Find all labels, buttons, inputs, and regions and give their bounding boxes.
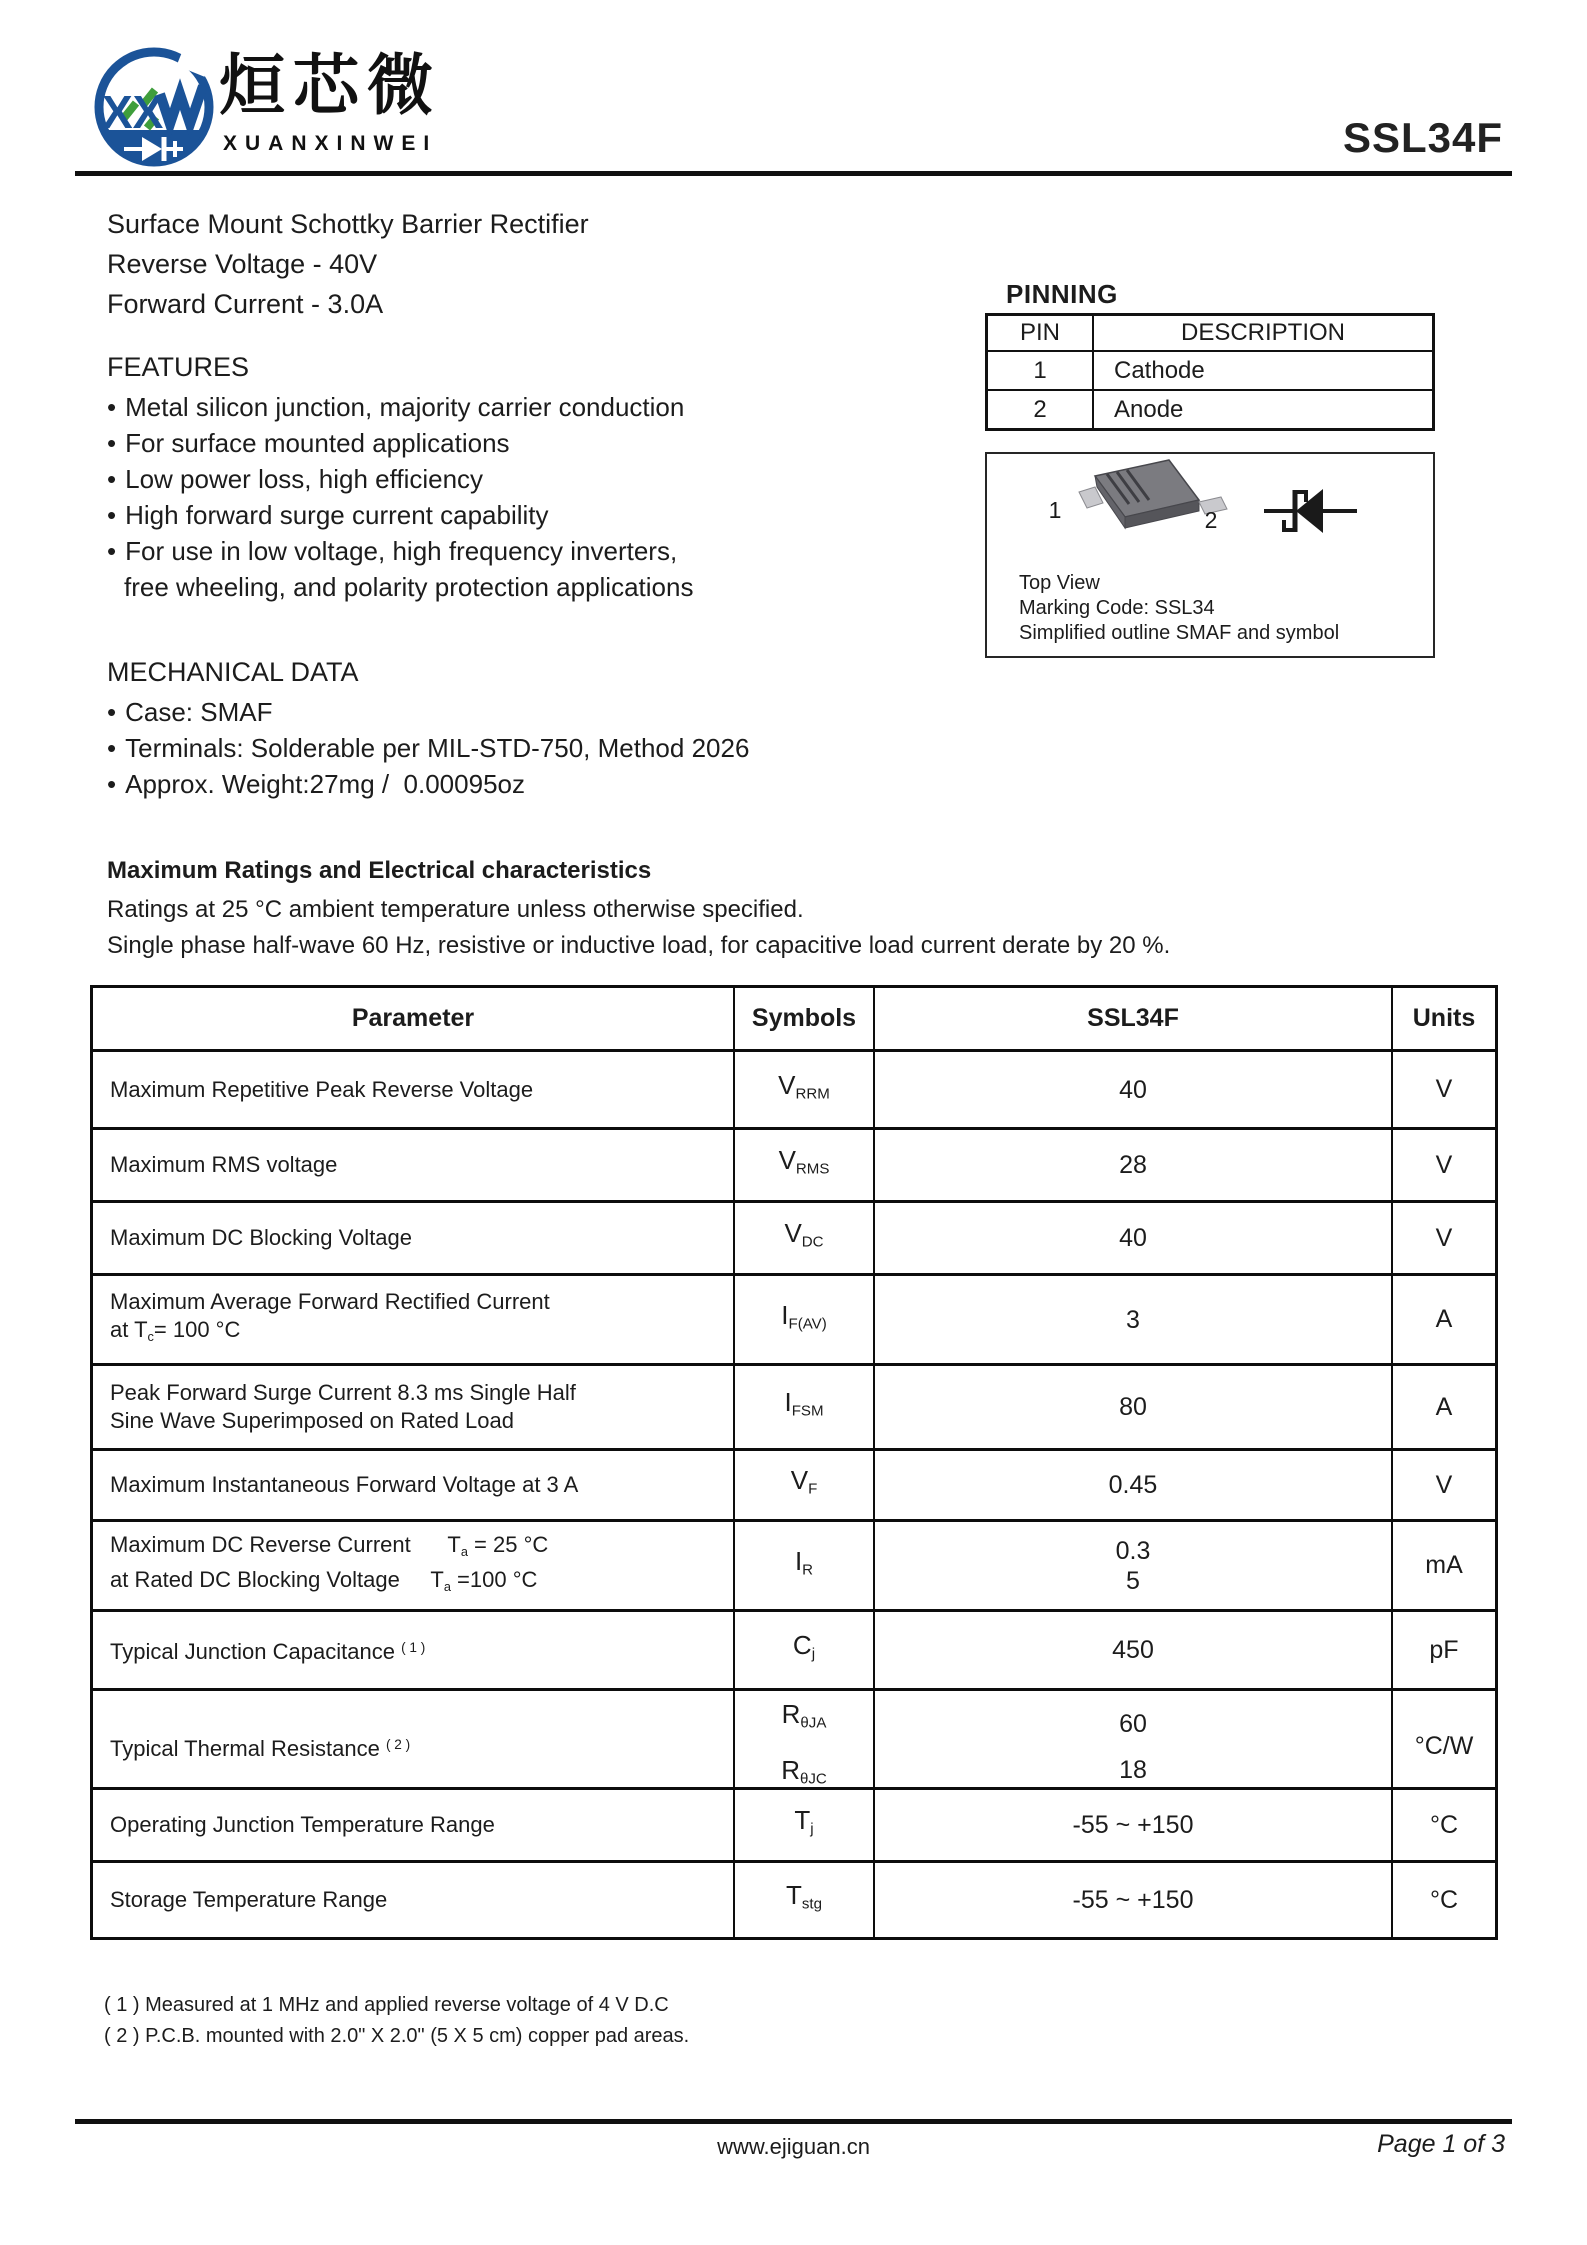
pinning-col-description: DESCRIPTION (1092, 316, 1432, 350)
symbol: $V_F$ (790, 1465, 818, 1498)
ratings-conditions (107, 892, 1170, 964)
feature-item: • Low power loss, high efficiency (107, 461, 693, 497)
value: -55 ~ +150 (1072, 1886, 1194, 1914)
ratings-table (90, 985, 1498, 1940)
pin-description: Anode (1092, 391, 1432, 428)
parameter-line: at Rated DC Blocking Voltage $T_a =100$ °C (110, 1566, 538, 1594)
value: 40 (1119, 1224, 1147, 1252)
unit-cell (1391, 1451, 1495, 1519)
unit-cell (1391, 1366, 1495, 1448)
symbol: $I_{FSM}$ (784, 1387, 824, 1420)
pin-number: 2 (1033, 395, 1047, 423)
value: 60 (1119, 1709, 1147, 1738)
value: 18 (1119, 1755, 1147, 1784)
features-list (107, 389, 693, 605)
ratings-table-row (93, 1366, 1495, 1451)
symbol: $R_{\theta JA}$ (781, 1699, 827, 1732)
footnote-line: ( 1 ) Measured at 1 MHz and applied reverse voltage of 4 V D.C (104, 1994, 669, 2016)
features-heading: FEATURES (107, 352, 250, 382)
value-cell (873, 1451, 1391, 1519)
value: 450 (1112, 1636, 1154, 1664)
unit-cell (1391, 1691, 1495, 1802)
footer-website: www.ejiguan.cn (717, 2134, 870, 2159)
ratings-table-row (93, 1276, 1495, 1366)
unit: V (1435, 1223, 1453, 1252)
ratings-table-header-unit: Units (1391, 988, 1495, 1049)
company-name-chinese: 烜芯微 (219, 48, 441, 122)
svg-text:XX: XX (102, 86, 164, 138)
symbol-cell (733, 1366, 873, 1448)
parameter-cell (93, 1366, 733, 1448)
unit-cell (1391, 1612, 1495, 1688)
bullet-icon: • (107, 697, 117, 727)
unit: mA (1425, 1551, 1463, 1579)
ratings-table-row (93, 1451, 1495, 1522)
parameter-line: Maximum Average Forward Rectified Current (110, 1289, 550, 1315)
unit-cell (1391, 1276, 1495, 1363)
bullet-icon: • (107, 464, 117, 494)
summary-line: Surface Mount Schottky Barrier Rectifier (107, 209, 589, 239)
summary-line: Forward Current - 3.0A (107, 289, 384, 319)
bullet-icon: • (107, 500, 117, 530)
ratings-table-row (93, 1790, 1495, 1863)
summary-line: Reverse Voltage - 40V (107, 249, 378, 279)
value-cell (873, 1276, 1391, 1363)
pinning-heading: PINNING (1006, 279, 1118, 309)
unit-cell (1391, 1790, 1495, 1860)
value: 28 (1119, 1151, 1147, 1179)
feature-item: • Metal silicon junction, majority carrier conduction (107, 389, 693, 425)
symbol-cell (733, 1863, 873, 1937)
ratings-condition-line: Ratings at 25 °C ambient temperature unless otherwise specified. (107, 896, 804, 923)
unit: pF (1429, 1635, 1459, 1664)
ratings-table-row (93, 1130, 1495, 1203)
pin-description: Cathode (1092, 352, 1432, 389)
mechanical-item: • Case: SMAF (107, 694, 749, 730)
ratings-table-row (93, 1863, 1495, 1937)
package-pin1-label: 1 (1048, 497, 1062, 523)
ratings-table-row (93, 1522, 1495, 1612)
footer-rule (75, 2119, 1512, 2124)
package-note-line: Top View (1019, 572, 1100, 594)
unit: °C (1429, 1810, 1459, 1839)
package-note-line: Marking Code: SSL34 (1019, 597, 1215, 619)
symbol: $V_{RMS}$ (778, 1145, 830, 1178)
symbol: $T_j$ (794, 1805, 814, 1838)
ratings-table-row (93, 1052, 1495, 1130)
footnotes (104, 1990, 689, 2052)
pinning-table (985, 313, 1435, 431)
features-section (107, 351, 693, 605)
ratings-table-header-row (93, 988, 1495, 1052)
parameter-cell (93, 1451, 733, 1519)
unit: V (1435, 1470, 1453, 1499)
symbol-cell (733, 1612, 873, 1688)
value-cell (873, 1203, 1391, 1273)
unit: °C/W (1414, 1732, 1474, 1761)
bullet-icon: • (107, 733, 117, 763)
unit: A (1435, 1392, 1453, 1421)
value: 80 (1119, 1393, 1147, 1421)
bullet-icon: • (107, 769, 117, 799)
ratings-table-header-sym: Symbols (733, 988, 873, 1049)
parameter-line: Sine Wave Superimposed on Rated Load (110, 1408, 514, 1433)
parameter-line: Operating Junction Temperature Range (110, 1812, 495, 1837)
part-number: SSL34F (1342, 114, 1503, 161)
feature-item-continuation: free wheeling, and polarity protection applications (124, 572, 694, 602)
unit: V (1435, 1075, 1453, 1103)
parameter-cell (93, 1130, 733, 1200)
unit-cell (1391, 1203, 1495, 1273)
value: 0.45 (1108, 1471, 1158, 1499)
parameter-cell (93, 1052, 733, 1127)
unit: A (1435, 1305, 1453, 1333)
parameter-cell (93, 1203, 733, 1273)
pinning-row (988, 391, 1432, 428)
value: -55 ~ +150 (1072, 1811, 1194, 1839)
symbol: $C_j$ (792, 1630, 816, 1663)
package-note-line: Simplified outline SMAF and symbol (1019, 622, 1340, 644)
feature-item: • High forward surge current capability (107, 497, 693, 533)
mechanical-item: • Terminals: Solderable per MIL-STD-750, Method 2026 (107, 730, 749, 766)
parameter-line: Maximum Instantaneous Forward Voltage at 3 A (110, 1472, 579, 1497)
unit-cell (1391, 1522, 1495, 1609)
value-cell (873, 1790, 1391, 1860)
symbol: $V_{DC}$ (784, 1218, 824, 1251)
parameter-line: Peak Forward Surge Current 8.3 ms Single Half (110, 1380, 576, 1405)
symbol: $V_{RRM}$ (778, 1069, 830, 1103)
mechanical-data-list (107, 694, 749, 802)
symbol-cell (733, 1691, 873, 1802)
symbol: $T_{stg}$ (785, 1880, 822, 1913)
parameter-cell (93, 1612, 733, 1688)
symbol-cell (733, 1203, 873, 1273)
parameter-cell (93, 1691, 733, 1802)
unit: V (1435, 1150, 1453, 1179)
bullet-icon: • (107, 392, 117, 422)
value-cell (873, 1052, 1391, 1127)
symbol: $I_R$ (794, 1545, 814, 1579)
parameter-cell (93, 1276, 733, 1363)
parameter-line: Maximum RMS voltage (110, 1152, 338, 1177)
schottky-diode-symbol-icon (1264, 489, 1357, 533)
company-logo-icon (90, 44, 218, 172)
parameter-line: Typical Thermal Resistance $^{( 2 )}$ (110, 1735, 411, 1761)
symbol: $R_{\theta JC}$ (781, 1754, 827, 1788)
package-pin2-label: 2 (1204, 507, 1218, 533)
ratings-table-header-param: Parameter (351, 1004, 475, 1032)
value: 40 (1119, 1075, 1147, 1104)
parameter-cell (93, 1863, 733, 1937)
symbol-cell (733, 1130, 873, 1200)
product-summary (107, 204, 589, 324)
footer-page-number: Page 1 of 3 (1377, 2130, 1505, 2158)
footnote-line: ( 2 ) P.C.B. mounted with 2.0" X 2.0" (5 X 5 cm) copper pad areas. (104, 2025, 690, 2047)
feature-item: • For surface mounted applications (107, 425, 693, 461)
parameter-cell (93, 1790, 733, 1860)
feature-item: • For use in low voltage, high frequency inverters, (107, 533, 693, 569)
unit: °C (1429, 1885, 1459, 1914)
mechanical-data-heading: MECHANICAL DATA (107, 657, 359, 687)
ratings-table-row (93, 1612, 1495, 1691)
value-cell (873, 1691, 1391, 1802)
unit-cell (1391, 1052, 1495, 1127)
value-cell (873, 1863, 1391, 1937)
company-name-romanized: XUANXINWEI (223, 132, 438, 155)
package-notes (1019, 571, 1339, 646)
parameter-line: Storage Temperature Range (110, 1887, 388, 1912)
bullet-icon: • (107, 536, 117, 566)
pinning-header-row (988, 316, 1432, 352)
value-cell (873, 1522, 1391, 1609)
ratings-table-row (93, 1203, 1495, 1276)
symbol: $I_{F(AV)}$ (781, 1299, 827, 1333)
unit-cell (1391, 1130, 1495, 1200)
mechanical-data-section (107, 656, 749, 802)
ratings-condition-line: Single phase half-wave 60 Hz, resistive or inductive load, for capacitive load current derate by 20 %. (107, 932, 1171, 959)
ratings-table-row (93, 1691, 1495, 1790)
ratings-heading: Maximum Ratings and Electrical characteristics (107, 857, 652, 884)
header-rule (75, 171, 1512, 176)
value-cell (873, 1612, 1391, 1688)
parameter-line: Typical Junction Capacitance $^{( 1 )}$ (110, 1638, 426, 1664)
ratings-table-header-val: SSL34F (873, 988, 1391, 1049)
package-outline-box (985, 452, 1435, 658)
value: 5 (1126, 1566, 1140, 1595)
symbol-cell (733, 1522, 873, 1609)
pinning-row (988, 352, 1432, 391)
value-cell (873, 1366, 1391, 1448)
symbol-cell (733, 1052, 873, 1127)
value: 0.3 (1115, 1536, 1151, 1565)
pin-number: 1 (1033, 356, 1047, 384)
value: 3 (1126, 1305, 1140, 1334)
mechanical-item: • Approx. Weight:27mg / 0.00095oz (107, 766, 749, 802)
symbol-cell (733, 1790, 873, 1860)
symbol-cell (733, 1276, 873, 1363)
value-cell (873, 1130, 1391, 1200)
unit-cell (1391, 1863, 1495, 1937)
parameter-line: Maximum Repetitive Peak Reverse Voltage (110, 1076, 534, 1102)
pinning-col-pin: PIN (1019, 319, 1060, 346)
symbol-cell (733, 1451, 873, 1519)
parameter-line: Maximum DC Blocking Voltage (110, 1225, 413, 1250)
bullet-icon: • (107, 428, 117, 458)
parameter-cell (93, 1522, 733, 1609)
parameter-line: Maximum DC Reverse Current $T_a = 25$ °C (110, 1531, 549, 1559)
parameter-line: at $T_c= 100$ °C (110, 1317, 241, 1344)
